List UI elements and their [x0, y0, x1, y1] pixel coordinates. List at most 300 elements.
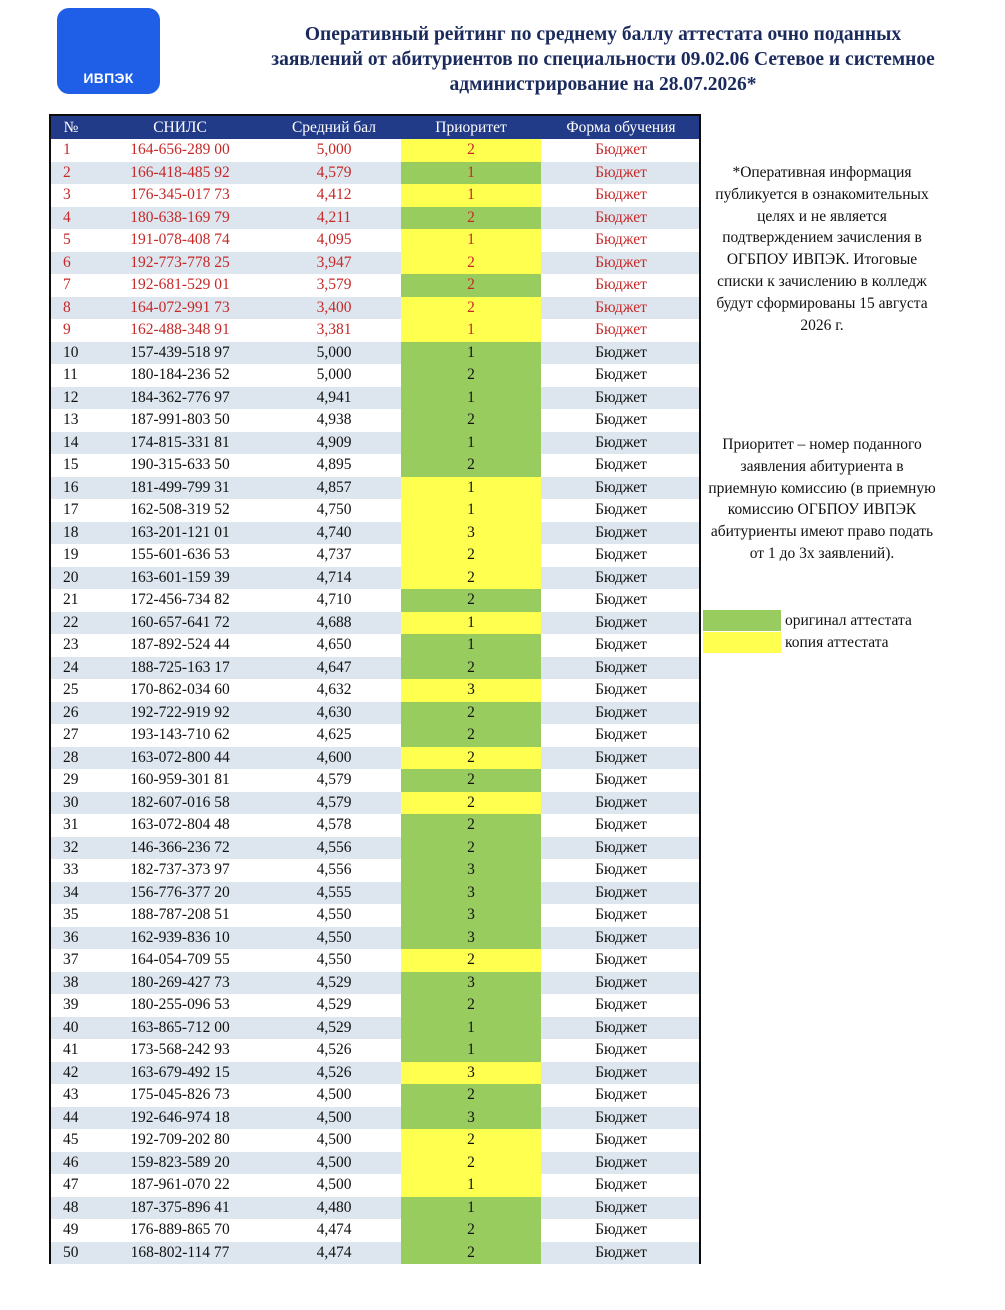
table-row	[49, 1152, 701, 1175]
cell-study-form: Бюджет	[541, 679, 701, 702]
cell-study-form: Бюджет	[541, 1219, 701, 1242]
cell-snils: 159-823-589 20	[93, 1152, 267, 1175]
cell-study-form: Бюджет	[541, 252, 701, 275]
cell-snils: 192-773-778 25	[93, 252, 267, 275]
cell-average-score: 4,740	[267, 522, 401, 545]
cell-number: 13	[49, 409, 93, 432]
cell-priority: 1	[401, 1039, 541, 1062]
cell-number: 41	[49, 1039, 93, 1062]
cell-snils: 188-725-163 17	[93, 657, 267, 680]
cell-number: 30	[49, 792, 93, 815]
cell-snils: 163-865-712 00	[93, 1017, 267, 1040]
cell-number: 17	[49, 499, 93, 522]
cell-average-score: 4,556	[267, 837, 401, 860]
page-title: Оперативный рейтинг по среднему баллу аттестата очно поданных заявлений от абитуриентов по специальности 09.02.06 Сетевое и системное администрирование на 28.07.2026*	[271, 24, 935, 95]
table-row	[49, 994, 701, 1017]
cell-snils: 157-439-518 97	[93, 342, 267, 365]
cell-snils: 187-892-524 44	[93, 634, 267, 657]
cell-average-score: 4,500	[267, 1107, 401, 1130]
table-row	[49, 364, 701, 387]
cell-number: 7	[49, 274, 93, 297]
cell-priority: 1	[401, 1197, 541, 1220]
header-snils: СНИЛС	[93, 115, 267, 139]
cell-priority: 3	[401, 1062, 541, 1085]
cell-study-form: Бюджет	[541, 544, 701, 567]
cell-snils: 160-959-301 81	[93, 769, 267, 792]
cell-average-score: 3,947	[267, 252, 401, 275]
table-row	[49, 1219, 701, 1242]
cell-number: 21	[49, 589, 93, 612]
table-row	[49, 589, 701, 612]
cell-average-score: 4,480	[267, 1197, 401, 1220]
cell-snils: 190-315-633 50	[93, 454, 267, 477]
cell-average-score: 4,579	[267, 162, 401, 185]
cell-study-form: Бюджет	[541, 949, 701, 972]
cell-study-form: Бюджет	[541, 297, 701, 320]
cell-snils: 175-045-826 73	[93, 1084, 267, 1107]
cell-average-score: 4,529	[267, 1017, 401, 1040]
cell-average-score: 4,714	[267, 567, 401, 590]
cell-number: 8	[49, 297, 93, 320]
cell-priority: 2	[401, 544, 541, 567]
table-header-row	[49, 115, 701, 139]
cell-study-form: Бюджет	[541, 972, 701, 995]
cell-study-form: Бюджет	[541, 387, 701, 410]
cell-priority: 2	[401, 207, 541, 230]
table-row	[49, 274, 701, 297]
cell-average-score: 4,938	[267, 409, 401, 432]
table-row	[49, 1017, 701, 1040]
cell-average-score: 4,895	[267, 454, 401, 477]
cell-number: 10	[49, 342, 93, 365]
cell-average-score: 4,550	[267, 904, 401, 927]
table-row	[49, 432, 701, 455]
cell-average-score: 4,556	[267, 859, 401, 882]
cell-average-score: 4,529	[267, 972, 401, 995]
legend-label-original: оригинал аттестата	[785, 611, 912, 629]
cell-priority: 3	[401, 972, 541, 995]
cell-average-score: 4,647	[267, 657, 401, 680]
cell-number: 23	[49, 634, 93, 657]
table-row	[49, 1174, 701, 1197]
cell-priority: 1	[401, 162, 541, 185]
cell-study-form: Бюджет	[541, 837, 701, 860]
cell-number: 40	[49, 1017, 93, 1040]
table-row	[49, 184, 701, 207]
cell-priority: 2	[401, 792, 541, 815]
cell-study-form: Бюджет	[541, 274, 701, 297]
cell-number: 31	[49, 814, 93, 837]
cell-number: 15	[49, 454, 93, 477]
cell-average-score: 4,857	[267, 477, 401, 500]
cell-study-form: Бюджет	[541, 432, 701, 455]
cell-number: 35	[49, 904, 93, 927]
cell-priority: 1	[401, 387, 541, 410]
table-row	[49, 567, 701, 590]
cell-priority: 1	[401, 1017, 541, 1040]
cell-snils: 163-679-492 15	[93, 1062, 267, 1085]
cell-study-form: Бюджет	[541, 229, 701, 252]
cell-study-form: Бюджет	[541, 702, 701, 725]
table-row	[49, 229, 701, 252]
cell-number: 34	[49, 882, 93, 905]
cell-study-form: Бюджет	[541, 657, 701, 680]
table-row	[49, 544, 701, 567]
cell-snils: 187-961-070 22	[93, 1174, 267, 1197]
cell-study-form: Бюджет	[541, 1129, 701, 1152]
table-row	[49, 499, 701, 522]
cell-average-score: 4,632	[267, 679, 401, 702]
cell-priority: 3	[401, 927, 541, 950]
cell-snils: 163-072-804 48	[93, 814, 267, 837]
cell-priority: 1	[401, 499, 541, 522]
cell-snils: 155-601-636 53	[93, 544, 267, 567]
cell-snils: 160-657-641 72	[93, 612, 267, 635]
cell-number: 49	[49, 1219, 93, 1242]
cell-average-score: 4,625	[267, 724, 401, 747]
table-row	[49, 657, 701, 680]
cell-number: 45	[49, 1129, 93, 1152]
cell-study-form: Бюджет	[541, 567, 701, 590]
cell-study-form: Бюджет	[541, 454, 701, 477]
cell-average-score: 4,579	[267, 792, 401, 815]
cell-snils: 187-375-896 41	[93, 1197, 267, 1220]
cell-snils: 146-366-236 72	[93, 837, 267, 860]
cell-study-form: Бюджет	[541, 1197, 701, 1220]
cell-study-form: Бюджет	[541, 364, 701, 387]
cell-snils: 162-508-319 52	[93, 499, 267, 522]
table-body	[49, 139, 701, 1264]
cell-snils: 180-638-169 79	[93, 207, 267, 230]
cell-priority: 2	[401, 994, 541, 1017]
cell-average-score: 4,578	[267, 814, 401, 837]
table-row	[49, 792, 701, 815]
legend-item-copy	[703, 632, 889, 653]
cell-priority: 1	[401, 342, 541, 365]
cell-study-form: Бюджет	[541, 1107, 701, 1130]
cell-priority: 2	[401, 1129, 541, 1152]
cell-snils: 180-184-236 52	[93, 364, 267, 387]
table-left-border	[49, 114, 51, 1264]
legend-swatch-copy	[703, 632, 781, 653]
header-priority: Приоритет	[401, 115, 541, 139]
table-row	[49, 1129, 701, 1152]
cell-number: 4	[49, 207, 93, 230]
cell-number: 11	[49, 364, 93, 387]
rating-table	[49, 114, 701, 1264]
table-row	[49, 837, 701, 860]
table-row	[49, 522, 701, 545]
cell-average-score: 4,412	[267, 184, 401, 207]
cell-number: 27	[49, 724, 93, 747]
cell-number: 18	[49, 522, 93, 545]
cell-study-form: Бюджет	[541, 139, 701, 162]
table-row	[49, 679, 701, 702]
table-row	[49, 319, 701, 342]
cell-study-form: Бюджет	[541, 1152, 701, 1175]
cell-number: 47	[49, 1174, 93, 1197]
table-row	[49, 634, 701, 657]
cell-number: 36	[49, 927, 93, 950]
cell-priority: 1	[401, 229, 541, 252]
cell-study-form: Бюджет	[541, 162, 701, 185]
cell-snils: 182-737-373 97	[93, 859, 267, 882]
cell-average-score: 4,550	[267, 949, 401, 972]
table-row	[49, 454, 701, 477]
cell-priority: 2	[401, 1242, 541, 1265]
cell-snils: 176-889-865 70	[93, 1219, 267, 1242]
cell-average-score: 3,579	[267, 274, 401, 297]
cell-average-score: 5,000	[267, 139, 401, 162]
cell-number: 46	[49, 1152, 93, 1175]
cell-study-form: Бюджет	[541, 409, 701, 432]
cell-snils: 166-418-485 92	[93, 162, 267, 185]
cell-number: 32	[49, 837, 93, 860]
cell-study-form: Бюджет	[541, 814, 701, 837]
cell-snils: 192-681-529 01	[93, 274, 267, 297]
cell-study-form: Бюджет	[541, 319, 701, 342]
cell-snils: 173-568-242 93	[93, 1039, 267, 1062]
cell-priority: 1	[401, 634, 541, 657]
cell-average-score: 5,000	[267, 342, 401, 365]
table-row	[49, 162, 701, 185]
cell-snils: 192-709-202 80	[93, 1129, 267, 1152]
cell-priority: 2	[401, 297, 541, 320]
cell-average-score: 3,381	[267, 319, 401, 342]
cell-number: 44	[49, 1107, 93, 1130]
table-row	[49, 1107, 701, 1130]
cell-snils: 180-255-096 53	[93, 994, 267, 1017]
cell-study-form: Бюджет	[541, 589, 701, 612]
cell-average-score: 4,710	[267, 589, 401, 612]
cell-priority: 2	[401, 814, 541, 837]
cell-priority: 2	[401, 769, 541, 792]
cell-average-score: 4,688	[267, 612, 401, 635]
cell-study-form: Бюджет	[541, 1242, 701, 1265]
table-row	[49, 724, 701, 747]
cell-snils: 181-499-799 31	[93, 477, 267, 500]
table-row	[49, 1084, 701, 1107]
cell-priority: 2	[401, 1219, 541, 1242]
cell-number: 6	[49, 252, 93, 275]
cell-study-form: Бюджет	[541, 342, 701, 365]
cell-number: 3	[49, 184, 93, 207]
cell-priority: 1	[401, 184, 541, 207]
rating-table-container	[49, 114, 701, 1264]
cell-priority: 1	[401, 432, 541, 455]
cell-average-score: 4,909	[267, 432, 401, 455]
cell-snils: 163-601-159 39	[93, 567, 267, 590]
cell-number: 26	[49, 702, 93, 725]
cell-snils: 192-722-919 92	[93, 702, 267, 725]
cell-number: 43	[49, 1084, 93, 1107]
cell-study-form: Бюджет	[541, 477, 701, 500]
cell-priority: 1	[401, 319, 541, 342]
cell-number: 5	[49, 229, 93, 252]
header-study-form: Форма обучения	[541, 115, 701, 139]
cell-study-form: Бюджет	[541, 859, 701, 882]
cell-number: 39	[49, 994, 93, 1017]
cell-snils: 187-991-803 50	[93, 409, 267, 432]
cell-snils: 180-269-427 73	[93, 972, 267, 995]
cell-average-score: 4,500	[267, 1174, 401, 1197]
cell-priority: 2	[401, 567, 541, 590]
cell-average-score: 4,555	[267, 882, 401, 905]
cell-snils: 182-607-016 58	[93, 792, 267, 815]
table-row	[49, 252, 701, 275]
cell-priority: 2	[401, 1084, 541, 1107]
table-row	[49, 927, 701, 950]
cell-snils: 156-776-377 20	[93, 882, 267, 905]
table-row	[49, 949, 701, 972]
table-row	[49, 1039, 701, 1062]
cell-average-score: 4,211	[267, 207, 401, 230]
cell-number: 22	[49, 612, 93, 635]
table-row	[49, 1062, 701, 1085]
cell-average-score: 4,579	[267, 769, 401, 792]
cell-average-score: 4,550	[267, 927, 401, 950]
cell-number: 20	[49, 567, 93, 590]
table-row	[49, 207, 701, 230]
table-row	[49, 342, 701, 365]
cell-study-form: Бюджет	[541, 1084, 701, 1107]
table-row	[49, 387, 701, 410]
cell-priority: 2	[401, 949, 541, 972]
cell-number: 50	[49, 1242, 93, 1265]
cell-number: 16	[49, 477, 93, 500]
table-row	[49, 882, 701, 905]
legend-label-copy: копия аттестата	[785, 633, 889, 651]
cell-priority: 3	[401, 882, 541, 905]
table-row	[49, 297, 701, 320]
cell-average-score: 4,750	[267, 499, 401, 522]
cell-number: 12	[49, 387, 93, 410]
table-row	[49, 972, 701, 995]
table-row	[49, 1242, 701, 1265]
cell-number: 2	[49, 162, 93, 185]
cell-average-score: 4,474	[267, 1242, 401, 1265]
logo-text: ИВПЭК	[83, 70, 134, 86]
cell-number: 29	[49, 769, 93, 792]
legend-item-original	[703, 610, 912, 631]
table-right-border	[699, 114, 701, 1264]
cell-priority: 1	[401, 1174, 541, 1197]
cell-snils: 191-078-408 74	[93, 229, 267, 252]
cell-number: 42	[49, 1062, 93, 1085]
cell-snils: 162-939-836 10	[93, 927, 267, 950]
cell-study-form: Бюджет	[541, 207, 701, 230]
cell-study-form: Бюджет	[541, 769, 701, 792]
cell-priority: 2	[401, 724, 541, 747]
cell-priority: 2	[401, 702, 541, 725]
cell-snils: 162-488-348 91	[93, 319, 267, 342]
table-row	[49, 747, 701, 770]
cell-average-score: 4,941	[267, 387, 401, 410]
cell-number: 38	[49, 972, 93, 995]
cell-priority: 3	[401, 679, 541, 702]
cell-average-score: 4,095	[267, 229, 401, 252]
cell-priority: 2	[401, 747, 541, 770]
cell-priority: 2	[401, 409, 541, 432]
cell-priority: 1	[401, 477, 541, 500]
cell-snils: 188-787-208 51	[93, 904, 267, 927]
cell-priority: 2	[401, 1152, 541, 1175]
cell-study-form: Бюджет	[541, 882, 701, 905]
table-row	[49, 904, 701, 927]
cell-study-form: Бюджет	[541, 747, 701, 770]
table-row	[49, 1197, 701, 1220]
cell-average-score: 4,500	[267, 1129, 401, 1152]
cell-priority: 2	[401, 274, 541, 297]
cell-average-score: 4,474	[267, 1219, 401, 1242]
logo	[57, 8, 160, 94]
cell-average-score: 4,529	[267, 994, 401, 1017]
cell-study-form: Бюджет	[541, 1039, 701, 1062]
cell-study-form: Бюджет	[541, 927, 701, 950]
cell-priority: 3	[401, 904, 541, 927]
cell-average-score: 4,630	[267, 702, 401, 725]
cell-snils: 174-815-331 81	[93, 432, 267, 455]
cell-study-form: Бюджет	[541, 522, 701, 545]
disclaimer-note: *Оперативная информация публикуется в ознакомительных целях и не является подтверждением зачисления в ОГБПОУ ИВПЭК. Итоговые списки к зачислению в колледж будут сформированы 15 августа 2026 г.	[715, 164, 929, 334]
table-row	[49, 859, 701, 882]
cell-number: 33	[49, 859, 93, 882]
cell-number: 19	[49, 544, 93, 567]
table-row	[49, 477, 701, 500]
cell-average-score: 4,650	[267, 634, 401, 657]
cell-average-score: 4,526	[267, 1062, 401, 1085]
cell-study-form: Бюджет	[541, 612, 701, 635]
cell-priority: 3	[401, 1107, 541, 1130]
cell-snils: 176-345-017 73	[93, 184, 267, 207]
cell-average-score: 5,000	[267, 364, 401, 387]
table-row	[49, 814, 701, 837]
cell-average-score: 4,500	[267, 1084, 401, 1107]
header-number: №	[49, 115, 93, 139]
cell-study-form: Бюджет	[541, 184, 701, 207]
cell-snils: 163-201-121 01	[93, 522, 267, 545]
cell-study-form: Бюджет	[541, 724, 701, 747]
cell-average-score: 4,526	[267, 1039, 401, 1062]
cell-priority: 2	[401, 589, 541, 612]
cell-snils: 164-054-709 55	[93, 949, 267, 972]
cell-study-form: Бюджет	[541, 499, 701, 522]
cell-snils: 164-072-991 73	[93, 297, 267, 320]
cell-snils: 172-456-734 82	[93, 589, 267, 612]
cell-priority: 2	[401, 657, 541, 680]
header-average-score: Средний бал	[267, 115, 401, 139]
cell-priority: 3	[401, 522, 541, 545]
cell-average-score: 4,600	[267, 747, 401, 770]
cell-number: 37	[49, 949, 93, 972]
cell-snils: 163-072-800 44	[93, 747, 267, 770]
cell-number: 24	[49, 657, 93, 680]
cell-priority: 3	[401, 859, 541, 882]
cell-snils: 168-802-114 77	[93, 1242, 267, 1265]
cell-study-form: Бюджет	[541, 904, 701, 927]
cell-average-score: 4,500	[267, 1152, 401, 1175]
cell-study-form: Бюджет	[541, 634, 701, 657]
table-row	[49, 139, 701, 162]
cell-number: 28	[49, 747, 93, 770]
cell-snils: 192-646-974 18	[93, 1107, 267, 1130]
table-row	[49, 702, 701, 725]
cell-number: 48	[49, 1197, 93, 1220]
table-row	[49, 612, 701, 635]
cell-study-form: Бюджет	[541, 1017, 701, 1040]
cell-study-form: Бюджет	[541, 994, 701, 1017]
cell-priority: 2	[401, 364, 541, 387]
